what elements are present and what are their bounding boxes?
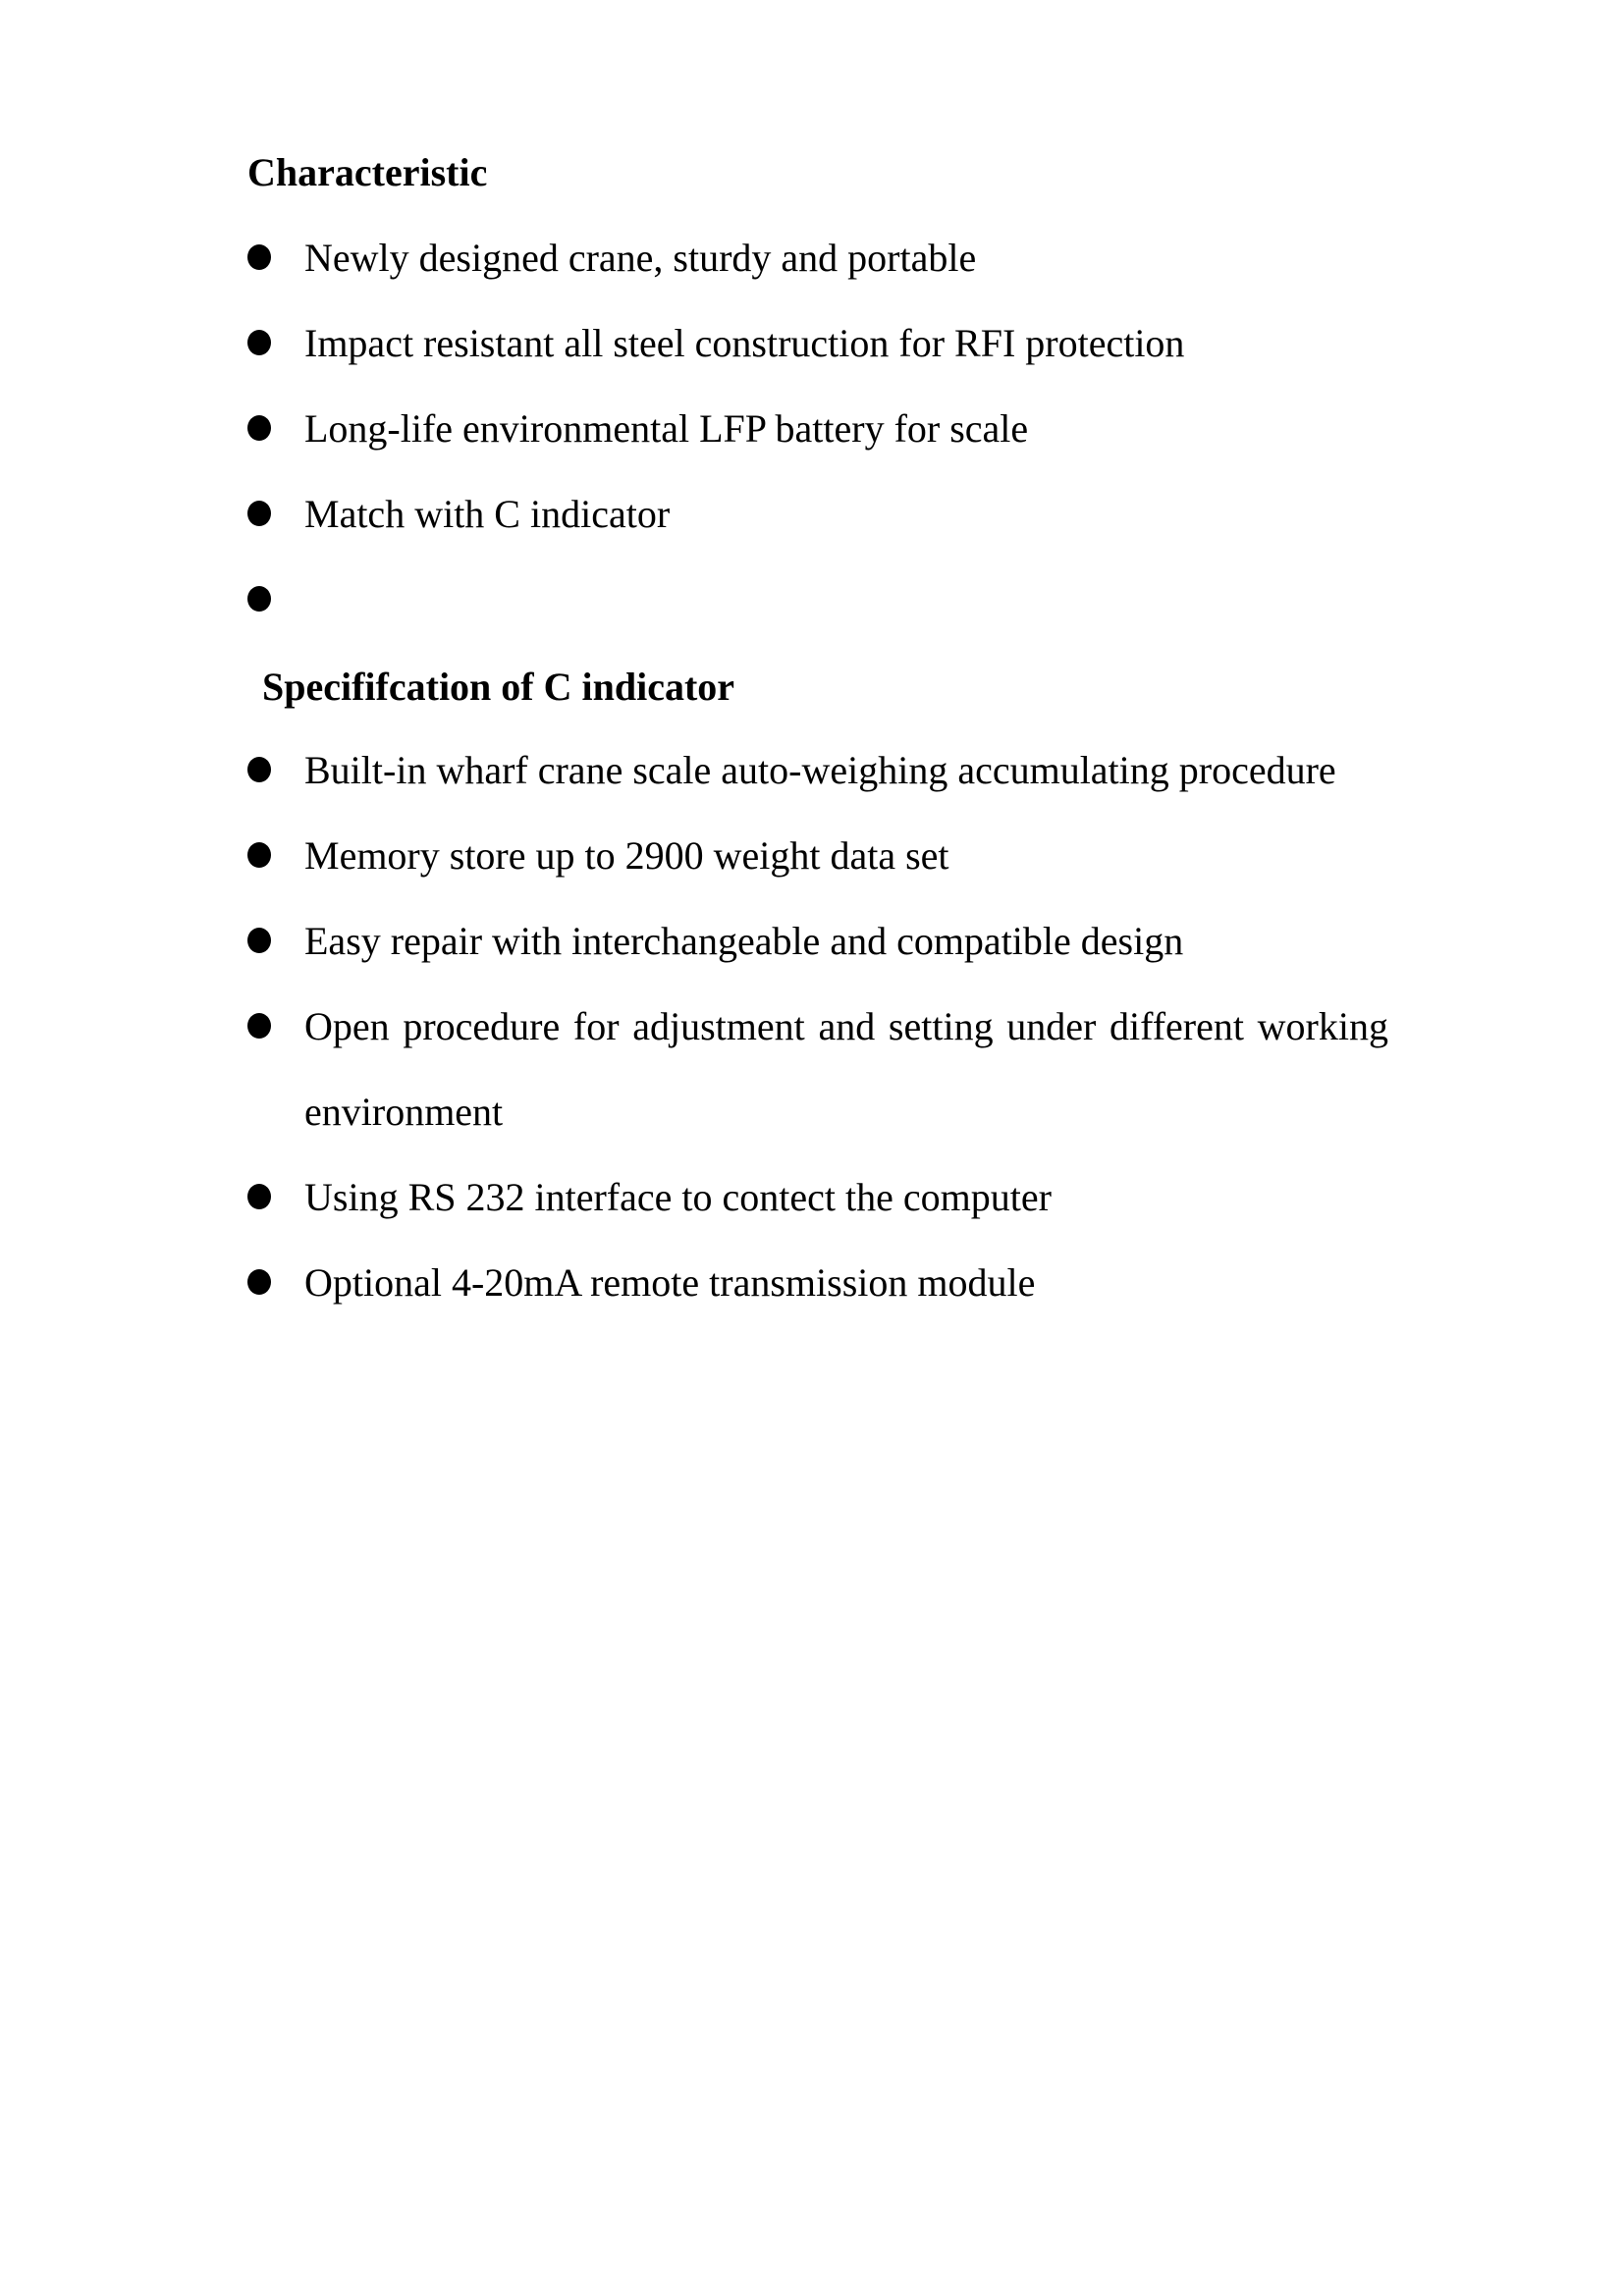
list-item xyxy=(247,386,1388,471)
list-item-text: Impact resistant all steel construction for RFI protection xyxy=(304,321,1185,365)
list-item-text xyxy=(304,557,1388,642)
list-item xyxy=(247,898,1388,984)
list-item xyxy=(247,1240,1388,1325)
list-item-text: Using RS 232 interface to contect the computer xyxy=(304,1175,1052,1219)
specification-heading: Specififcation of C indicator xyxy=(262,665,735,709)
bullet-icon xyxy=(247,330,271,355)
bullet-icon xyxy=(247,501,271,526)
list-item-text: Easy repair with interchangeable and compatible design xyxy=(304,919,1184,963)
bullet-icon xyxy=(247,1013,271,1039)
characteristic-heading: Characteristic xyxy=(247,150,488,194)
list-item-text: Built-in wharf crane scale auto-weighing accumulating procedure xyxy=(304,748,1336,792)
bullet-icon xyxy=(247,586,271,612)
bullet-icon xyxy=(247,757,271,782)
list-item xyxy=(247,300,1388,386)
list-item-text: Newly designed crane, sturdy and portable xyxy=(304,236,977,280)
bullet-icon xyxy=(247,1269,271,1295)
list-item xyxy=(247,1154,1388,1240)
list-item xyxy=(247,471,1388,557)
list-item-empty xyxy=(247,557,1388,642)
bullet-icon xyxy=(247,842,271,868)
list-item-text: Optional 4-20mA remote transmission module xyxy=(304,1260,1036,1305)
list-item xyxy=(247,984,1388,1154)
list-item xyxy=(247,215,1388,300)
bullet-icon xyxy=(247,415,271,441)
list-item-text: Open procedure for adjustment and setting under different working environment xyxy=(304,1004,1388,1134)
list-item-text: Memory store up to 2900 weight data set xyxy=(304,833,949,878)
list-item-text: Long-life environmental LFP battery for scale xyxy=(304,406,1029,451)
bullet-icon xyxy=(247,244,271,270)
list-item-text: Match with C indicator xyxy=(304,492,671,536)
bullet-icon xyxy=(247,928,271,953)
list-item xyxy=(247,727,1388,813)
list-item xyxy=(247,813,1388,898)
bullet-icon xyxy=(247,1184,271,1209)
